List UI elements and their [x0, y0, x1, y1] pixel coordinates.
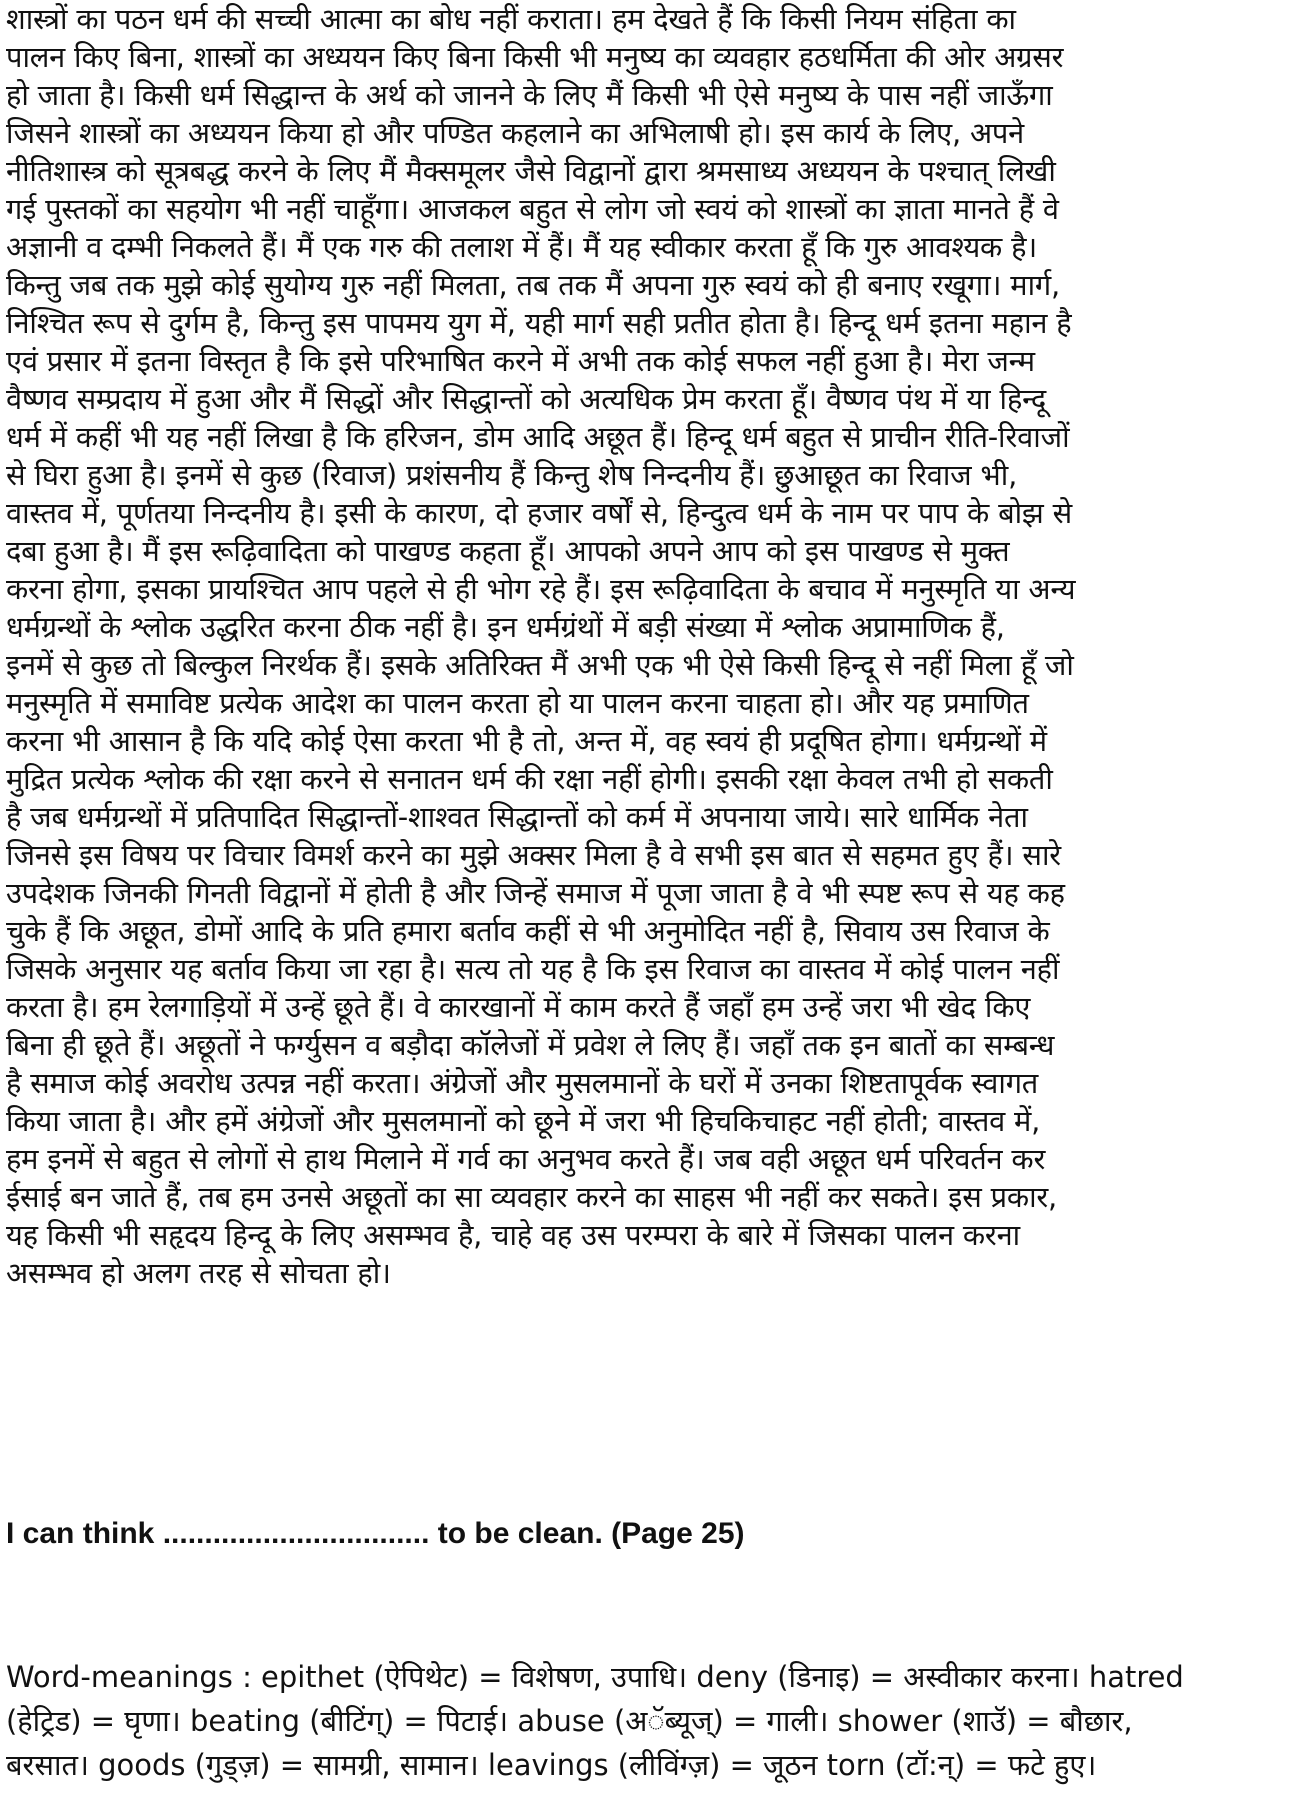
- paragraph-line: जिसके अनुसार यह बर्ताव किया जा रहा है। सत्य तो यह है कि इस रिवाज का वास्तव में कोई पालन नहीं: [6, 952, 1060, 986]
- main-paragraph: [6, 0, 1304, 1292]
- paragraph-line: है समाज कोई अवरोध उत्पन्न नहीं करता। अंग्रेजों और मुसलमानों के घरों में उनका शिष्टतापूर्वक स्वागत: [6, 1066, 1039, 1100]
- paragraph-line: धर्म में कहीं भी यह नहीं लिखा है कि हरिजन, डोम आदि अछूत हैं। हिन्दू धर्म बहुत से प्राचीन रीति-रिवाजों: [6, 420, 1070, 454]
- document-page: [6, 0, 1304, 1782]
- paragraph-line: करता है। हम रेलगाड़ियों में उन्हें छूते हैं। वे कारखानों में काम करते हैं जहाँ हम उन्हें जरा भी खेद किए: [6, 990, 1031, 1024]
- word-meanings-line: Word-meanings : epithet (ऐपिथेट) = विशेषण, उपाधि। deny (डिनाइ) = अस्वीकार करना। hatred: [6, 1660, 1184, 1694]
- paragraph-line: इनमें से कुछ तो बिल्कुल निरर्थक हैं। इसके अतिरिक्त मैं अभी एक भी ऐसे किसी हिन्दू से नहीं मिला हूँ जो: [6, 648, 1074, 682]
- paragraph-line: मुद्रित प्रत्येक श्लोक की रक्षा करने से सनातन धर्म की रक्षा नहीं होगी। इसकी रक्षा केवल तभी हो सकती: [6, 762, 1053, 796]
- paragraph-line: निश्चित रूप से दुर्गम है, किन्तु इस पापमय युग में, यही मार्ग सही प्रतीत होता है। हिन्दू धर्म इतना महान है: [6, 306, 1072, 340]
- paragraph-line: हम इनमें से बहुत से लोगों से हाथ मिलाने में गर्व का अनुभव करते हैं। जब वही अछूत धर्म परिवर्तन कर: [6, 1142, 1046, 1176]
- paragraph-line: पालन किए बिना, शास्त्रों का अध्ययन किए बिना किसी भी मनुष्य का व्यवहार हठधर्मिता की ओर अग्रसर: [6, 40, 1064, 74]
- paragraph-line: जिनसे इस विषय पर विचार विमर्श करने का मुझे अक्सर मिला है वे सभी इस बात से सहमत हुए हैं। सारे: [6, 838, 1061, 872]
- paragraph-line: उपदेशक जिनकी गिनती विद्वानों में होती है और जिन्हें समाज में पूजा जाता है वे भी स्पष्ट रूप से यह कह: [6, 876, 1065, 910]
- paragraph-line: हो जाता है। किसी धर्म सिद्धान्त के अर्थ को जानने के लिए मैं किसी भी ऐसे मनुष्य के पास नहीं जाऊँगा: [6, 78, 1053, 112]
- paragraph-line: किया जाता है। और हमें अंग्रेजों और मुसलमानों को छूने में जरा भी हिचकिचाहट नहीं होती; वास्तव में,: [6, 1104, 1041, 1138]
- paragraph-line: शास्त्रों का पठन धर्म की सच्ची आत्मा का बोध नहीं कराता। हम देखते हैं कि किसी नियम संहिता का: [6, 2, 1016, 36]
- paragraph-line: यह किसी भी सहृदय हिन्दू के लिए असम्भव है, चाहे वह उस परम्परा के बारे में जिसका पालन करना: [6, 1218, 1020, 1252]
- paragraph-line: अज्ञानी व दम्भी निकलते हैं। मैं एक गरु की तलाश में हैं। मैं यह स्वीकार करता हूँ कि गुरु आवश्यक है।: [6, 230, 1038, 264]
- paragraph-line: एवं प्रसार में इतना विस्तृत है कि इसे परिभाषित करने में अभी तक कोई सफल नहीं हुआ है। मेरा जन्म: [6, 344, 1035, 378]
- paragraph-line: दबा हुआ है। मैं इस रूढ़िवादिता को पाखण्ड कहता हूँ। आपको अपने आप को इस पाखण्ड से मुक्त: [6, 534, 1010, 568]
- paragraph-line: है जब धर्मग्रन्थों में प्रतिपादित सिद्धान्तों-शाश्वत सिद्धान्तों को कर्म में अपनाया जाये। सारे धार्मिक नेता: [6, 800, 1028, 834]
- word-meanings: [6, 1655, 1304, 1787]
- paragraph-line: मनुस्मृति में समाविष्ट प्रत्येक आदेश का पालन करता हो या पालन करना चाहता हो। और यह प्रमाणित: [6, 686, 1029, 720]
- paragraph-line: करना होगा, इसका प्रायश्चित आप पहले से ही भोग रहे हैं। इस रूढ़िवादिता के बचाव में मनुस्मृति या अन्य: [6, 572, 1076, 606]
- paragraph-line: करना भी आसान है कि यदि कोई ऐसा करता भी है तो, अन्त में, वह स्वयं ही प्रदूषित होगा। धर्मग्रन्थों में: [6, 724, 1047, 758]
- section-heading: I can think ................................ to be clean. (Page 25): [6, 1517, 745, 1550]
- paragraph-line: चुके हैं कि अछूत, डोमों आदि के प्रति हमारा बर्ताव कहीं से भी अनुमोदित नहीं है, सिवाय उस रिवाज के: [6, 914, 1050, 948]
- paragraph-line: किन्तु जब तक मुझे कोई सुयोग्य गुरु नहीं मिलता, तब तक मैं अपना गुरु स्वयं को ही बनाए रखूगा। मार्ग,: [6, 268, 1061, 302]
- paragraph-line: वैष्णव सम्प्रदाय में हुआ और मैं सिद्धों और सिद्धान्तों को अत्यधिक प्रेम करता हूँ। वैष्णव पंथ में या हिन्दू: [6, 382, 1047, 416]
- paragraph-line: से घिरा हुआ है। इनमें से कुछ (रिवाज) प्रशंसनीय हैं किन्तु शेष निन्दनीय हैं। छुआछूत का रिवाज भी,: [6, 458, 1018, 492]
- paragraph-line: धर्मग्रन्थों के श्लोक उद्धरित करना ठीक नहीं है। इन धर्मग्रंथों में बड़ी संख्या में श्लोक अप्रामाणिक हैं,: [6, 610, 1005, 644]
- paragraph-line: गई पुस्तकों का सहयोग भी नहीं चाहूँगा। आजकल बहुत से लोग जो स्वयं को शास्त्रों का ज्ञाता मानते हैं वे: [6, 192, 1059, 226]
- paragraph-line: असम्भव हो अलग तरह से सोचता हो।: [6, 1256, 391, 1290]
- paragraph-line: ईसाई बन जाते हैं, तब हम उनसे अछूतों का सा व्यवहार करने का साहस भी नहीं कर सकते। इस प्रकार,: [6, 1180, 1058, 1214]
- paragraph-line: नीतिशास्त्र को सूत्रबद्ध करने के लिए मैं मैक्समूलर जैसे विद्वानों द्वारा श्रमसाध्य अध्ययन के पश्चात् लिखी: [6, 154, 1056, 188]
- paragraph-line: बिना ही छूते हैं। अछूतों ने फर्ग्युसन व बड़ौदा कॉलेजों में प्रवेश ले लिए हैं। जहाँ तक इन बातों का सम्बन्ध: [6, 1028, 1055, 1062]
- paragraph-line: जिसने शास्त्रों का अध्ययन किया हो और पण्डित कहलाने का अभिलाषी हो। इस कार्य के लिए, अपने: [6, 116, 1025, 150]
- word-meanings-line: बरसात। goods (गुड्ज़) = सामग्री, सामान। leavings (लीविंग्ज़) = जूठन torn (टॉ:न्) = फटे हुए।: [6, 1748, 1097, 1782]
- paragraph-line: वास्तव में, पूर्णतया निन्दनीय है। इसी के कारण, दो हजार वर्षों से, हिन्दुत्व धर्म के नाम पर पाप के बोझ से: [6, 496, 1072, 530]
- word-meanings-line: (हेट्रिड) = घृणा। beating (बीटिंग्) = पिटाई। abuse (अॅब्यूज्) = गाली। shower (शाउॅ) = बौछार,: [6, 1704, 1133, 1738]
